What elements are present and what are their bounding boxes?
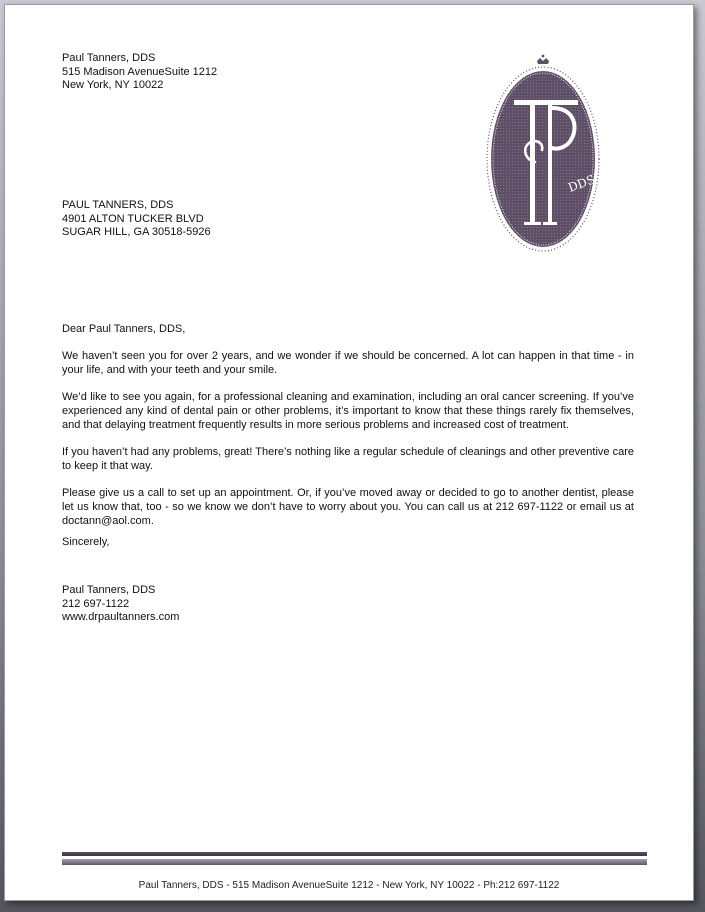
sender-street: 515 Madison AvenueSuite 1212 xyxy=(62,65,218,78)
sender-name: Paul Tanners, DDS xyxy=(62,52,156,64)
body-paragraph: We haven’t seen you for over 2 years, and we wonder if we should be concerned. A lot can happen in that time - in your life, and with your teeth and your smile. xyxy=(62,350,634,376)
signature-block xyxy=(62,584,179,625)
body-paragraph: Please give us a call to set up an appointment. Or, if you’ve moved away or decided to go to another dentist, please let us know that, too - so we know we don’t have to worry about you. You can call us at 212 697-1122 or email us at doctann@aol.com. xyxy=(62,487,634,527)
recipient-address-block xyxy=(62,199,211,240)
signature-phone: 212 697-1122 xyxy=(62,597,130,610)
crown-ornament-icon xyxy=(537,55,549,64)
logo-dds-text: DDS xyxy=(566,172,597,195)
sender-city: New York, NY 10022 xyxy=(62,79,164,91)
footer-contact-line: Paul Tanners, DDS - 515 Madison AvenueSuite 1212 - New York, NY 10022 - Ph:212 697-1122 xyxy=(138,880,560,891)
sender-address-block xyxy=(62,52,217,93)
letter-page xyxy=(4,4,694,901)
tp-monogram-logo xyxy=(484,52,602,254)
body-paragraph: If you haven’t had any problems, great! There’s nothing like a regular schedule of cleanings and other preventive care to keep it that way. xyxy=(62,446,634,472)
body-paragraph: We’d like to see you again, for a professional cleaning and examination, including an oral cancer screening. If you’ve experienced any kind of dental pain or other problems, it’s important to know that these things rarely fix themselves, and that delaying treatment frequently results in more serious problems and increased cost of treatment. xyxy=(62,391,634,431)
recipient-city: SUGAR HILL, GA 30518-5926 xyxy=(62,226,211,238)
logo-oval xyxy=(491,71,595,247)
letter-body xyxy=(62,322,634,562)
recipient-name: PAUL TANNERS, DDS xyxy=(62,199,174,211)
salutation: Dear Paul Tanners, DDS, xyxy=(62,323,186,335)
footer-rule-light xyxy=(62,859,647,865)
closing: Sincerely, xyxy=(62,536,110,548)
footer-rule-dark xyxy=(62,852,647,856)
signature-website: www.drpaultanners.com xyxy=(62,611,180,623)
signature-name: Paul Tanners, DDS xyxy=(62,584,156,596)
recipient-street: 4901 ALTON TUCKER BLVD xyxy=(62,212,204,225)
